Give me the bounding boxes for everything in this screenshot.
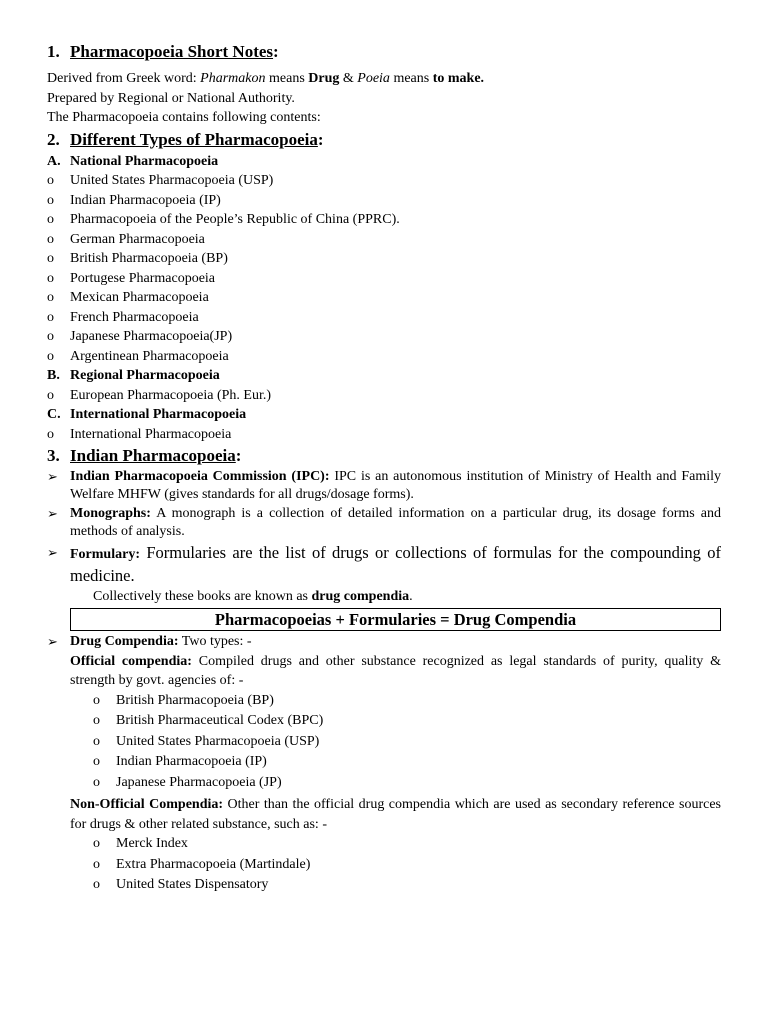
group-title: Regional Pharmacopoeia <box>70 368 220 383</box>
text: Collectively these books are known as <box>93 589 312 604</box>
drug-compendia-bullet <box>47 633 721 651</box>
term-label: Drug Compendia: <box>70 633 179 649</box>
group-letter: A. <box>47 153 61 169</box>
formulary-bullet <box>47 542 721 586</box>
list-item-text: Indian Pharmacopoeia (IP) <box>116 754 267 769</box>
list-item-text: Japanese Pharmacopoeia (JP) <box>116 774 282 790</box>
circle-bullet-icon: o <box>93 713 100 728</box>
list-item <box>47 230 721 250</box>
section-1-heading <box>47 40 721 64</box>
section-number: 2. <box>47 129 60 149</box>
text: & <box>339 71 358 86</box>
list-item <box>47 191 721 211</box>
text: to make. <box>432 71 485 86</box>
monograph-bullet <box>47 505 721 541</box>
list-item-text: British Pharmacopoeia (BP) <box>116 692 274 708</box>
type-group-heading <box>47 405 721 425</box>
list-item-text: United States Pharmacopoeia (USP) <box>116 733 320 749</box>
text: . <box>409 589 413 604</box>
circle-bullet-icon: o <box>47 212 54 227</box>
circle-bullet-icon: o <box>47 309 54 325</box>
list-item-text: European Pharmacopoeia (Ph. Eur.) <box>70 387 271 403</box>
circle-bullet-icon: o <box>47 426 54 442</box>
list-item <box>93 875 721 896</box>
circle-bullet-icon: o <box>47 290 54 305</box>
term-label: Non-Official Compendia: <box>70 797 224 812</box>
term-text: Other than the official drug compendia which are used as secondary reference sources for drugs & other related substance, such as: - <box>70 797 721 832</box>
circle-bullet-icon: o <box>47 329 54 344</box>
text: Derived from Greek word: <box>47 71 201 86</box>
type-group-heading <box>47 152 721 172</box>
circle-bullet-icon: o <box>93 733 100 749</box>
text: means <box>389 71 433 86</box>
circle-bullet-icon: o <box>93 877 100 892</box>
type-group-heading <box>47 366 721 386</box>
heading-colon: : <box>235 446 242 465</box>
section-number: 3. <box>47 446 60 465</box>
list-item <box>47 269 721 289</box>
official-compendia-para <box>70 652 721 691</box>
compendia-equation-box: Pharmacopoeias + Formularies = Drug Compendia <box>70 608 721 631</box>
non-official-compendia-list <box>93 834 721 896</box>
list-item <box>47 347 721 367</box>
list-item-text: British Pharmaceutical Codex (BPC) <box>116 713 324 728</box>
list-item-text: Mexican Pharmacopoeia <box>70 290 209 305</box>
heading-colon: : <box>273 42 279 61</box>
term-label: Monographs: <box>70 506 151 521</box>
circle-bullet-icon: o <box>47 173 54 188</box>
list-item-text: United States Pharmacopoeia (USP) <box>70 173 274 188</box>
text: Pharmakon <box>200 71 266 86</box>
official-compendia-list <box>93 691 721 794</box>
list-item <box>93 855 721 876</box>
non-official-compendia-para <box>70 795 721 834</box>
term-label: Official compendia: <box>70 653 192 669</box>
list-item-text: British Pharmacopoeia (BP) <box>70 251 228 266</box>
list-item-text: French Pharmacopoeia <box>70 309 199 325</box>
list-item <box>93 834 721 855</box>
circle-bullet-icon: o <box>47 270 54 286</box>
document-page <box>47 40 721 896</box>
list-item <box>93 752 721 773</box>
text: drug compendia <box>311 589 410 604</box>
circle-bullet-icon: o <box>47 231 54 247</box>
list-item-text: Extra Pharmacopoeia (Martindale) <box>116 856 311 872</box>
list-item-text: Merck Index <box>116 836 188 851</box>
text: means <box>265 71 309 86</box>
list-item <box>93 691 721 712</box>
list-item-text: German Pharmacopoeia <box>70 231 205 247</box>
term-text: IPC is an autonomous institution of Ministry of Health and Family Welfare MHFW (gives standards for all drugs/dosage forms). <box>70 469 721 502</box>
arrow-bullet-icon: ➢ <box>47 545 58 560</box>
circle-bullet-icon: o <box>47 348 54 364</box>
term-text: Compiled drugs and other substance recognized as legal standards of purity, quality & strength by govt. agencies of: - <box>70 653 721 688</box>
list-item-text: Japanese Pharmacopoeia(JP) <box>70 329 233 344</box>
circle-bullet-icon: o <box>47 251 54 266</box>
list-item <box>47 425 721 445</box>
section-title: Pharmacopoeia Short Notes <box>70 42 274 61</box>
circle-bullet-icon: o <box>93 692 100 708</box>
section-title: Indian Pharmacopoeia <box>70 446 236 465</box>
term-text: A monograph is a collection of detailed information on a particular drug, its dosage forms and methods of analysis. <box>70 506 721 539</box>
term-text: Two types: - <box>178 633 252 649</box>
section-number: 1. <box>47 42 60 61</box>
term-label: Indian Pharmacopoeia Commission (IPC): <box>70 469 330 484</box>
list-item <box>47 327 721 347</box>
text: Poeia <box>357 71 390 86</box>
arrow-bullet-icon: ➢ <box>47 506 58 521</box>
list-item-text: Indian Pharmacopoeia (IP) <box>70 192 221 208</box>
ipc-bullet <box>47 468 721 504</box>
list-item <box>93 773 721 794</box>
list-item-text: United States Dispensatory <box>116 877 269 892</box>
authority-line: Prepared by Regional or National Authority. <box>47 90 295 106</box>
circle-bullet-icon: o <box>93 754 100 769</box>
list-item <box>47 386 721 406</box>
contents-line: The Pharmacopoeia contains following contents: <box>47 110 321 125</box>
arrow-bullet-icon: ➢ <box>47 633 58 649</box>
section-3-heading <box>47 444 721 468</box>
group-title: International Pharmacopoeia <box>70 407 247 422</box>
list-item-text: Argentinean Pharmacopoeia <box>70 348 229 364</box>
circle-bullet-icon: o <box>93 856 100 872</box>
pharmacopoeia-types-list <box>47 152 721 445</box>
circle-bullet-icon: o <box>47 192 54 208</box>
heading-colon: : <box>317 129 324 149</box>
list-item <box>93 732 721 753</box>
list-item <box>47 171 721 191</box>
list-item <box>47 249 721 269</box>
definition-line <box>47 69 721 89</box>
list-item-text: Pharmacopoeia of the People’s Republic of China (PPRC). <box>70 212 400 227</box>
list-item <box>47 288 721 308</box>
term-label: Formulary: <box>70 547 140 562</box>
group-title: National Pharmacopoeia <box>70 153 219 169</box>
list-item <box>47 210 721 230</box>
arrow-bullet-icon: ➢ <box>47 469 58 484</box>
text: Drug <box>308 71 340 86</box>
section-title: Different Types of Pharmacopoeia <box>70 129 318 149</box>
list-item-text: Portugese Pharmacopoeia <box>70 270 216 286</box>
circle-bullet-icon: o <box>93 836 100 851</box>
collective-note <box>93 587 721 607</box>
circle-bullet-icon: o <box>47 387 54 403</box>
group-letter: C. <box>47 407 61 422</box>
section-2-heading <box>47 128 721 152</box>
list-item <box>93 711 721 732</box>
term-text: Formularies are the list of drugs or collections of formulas for the compounding of medicine. <box>70 543 721 585</box>
list-item <box>47 308 721 328</box>
circle-bullet-icon: o <box>93 774 100 790</box>
list-item-text: International Pharmacopoeia <box>70 426 232 442</box>
group-letter: B. <box>47 368 60 383</box>
